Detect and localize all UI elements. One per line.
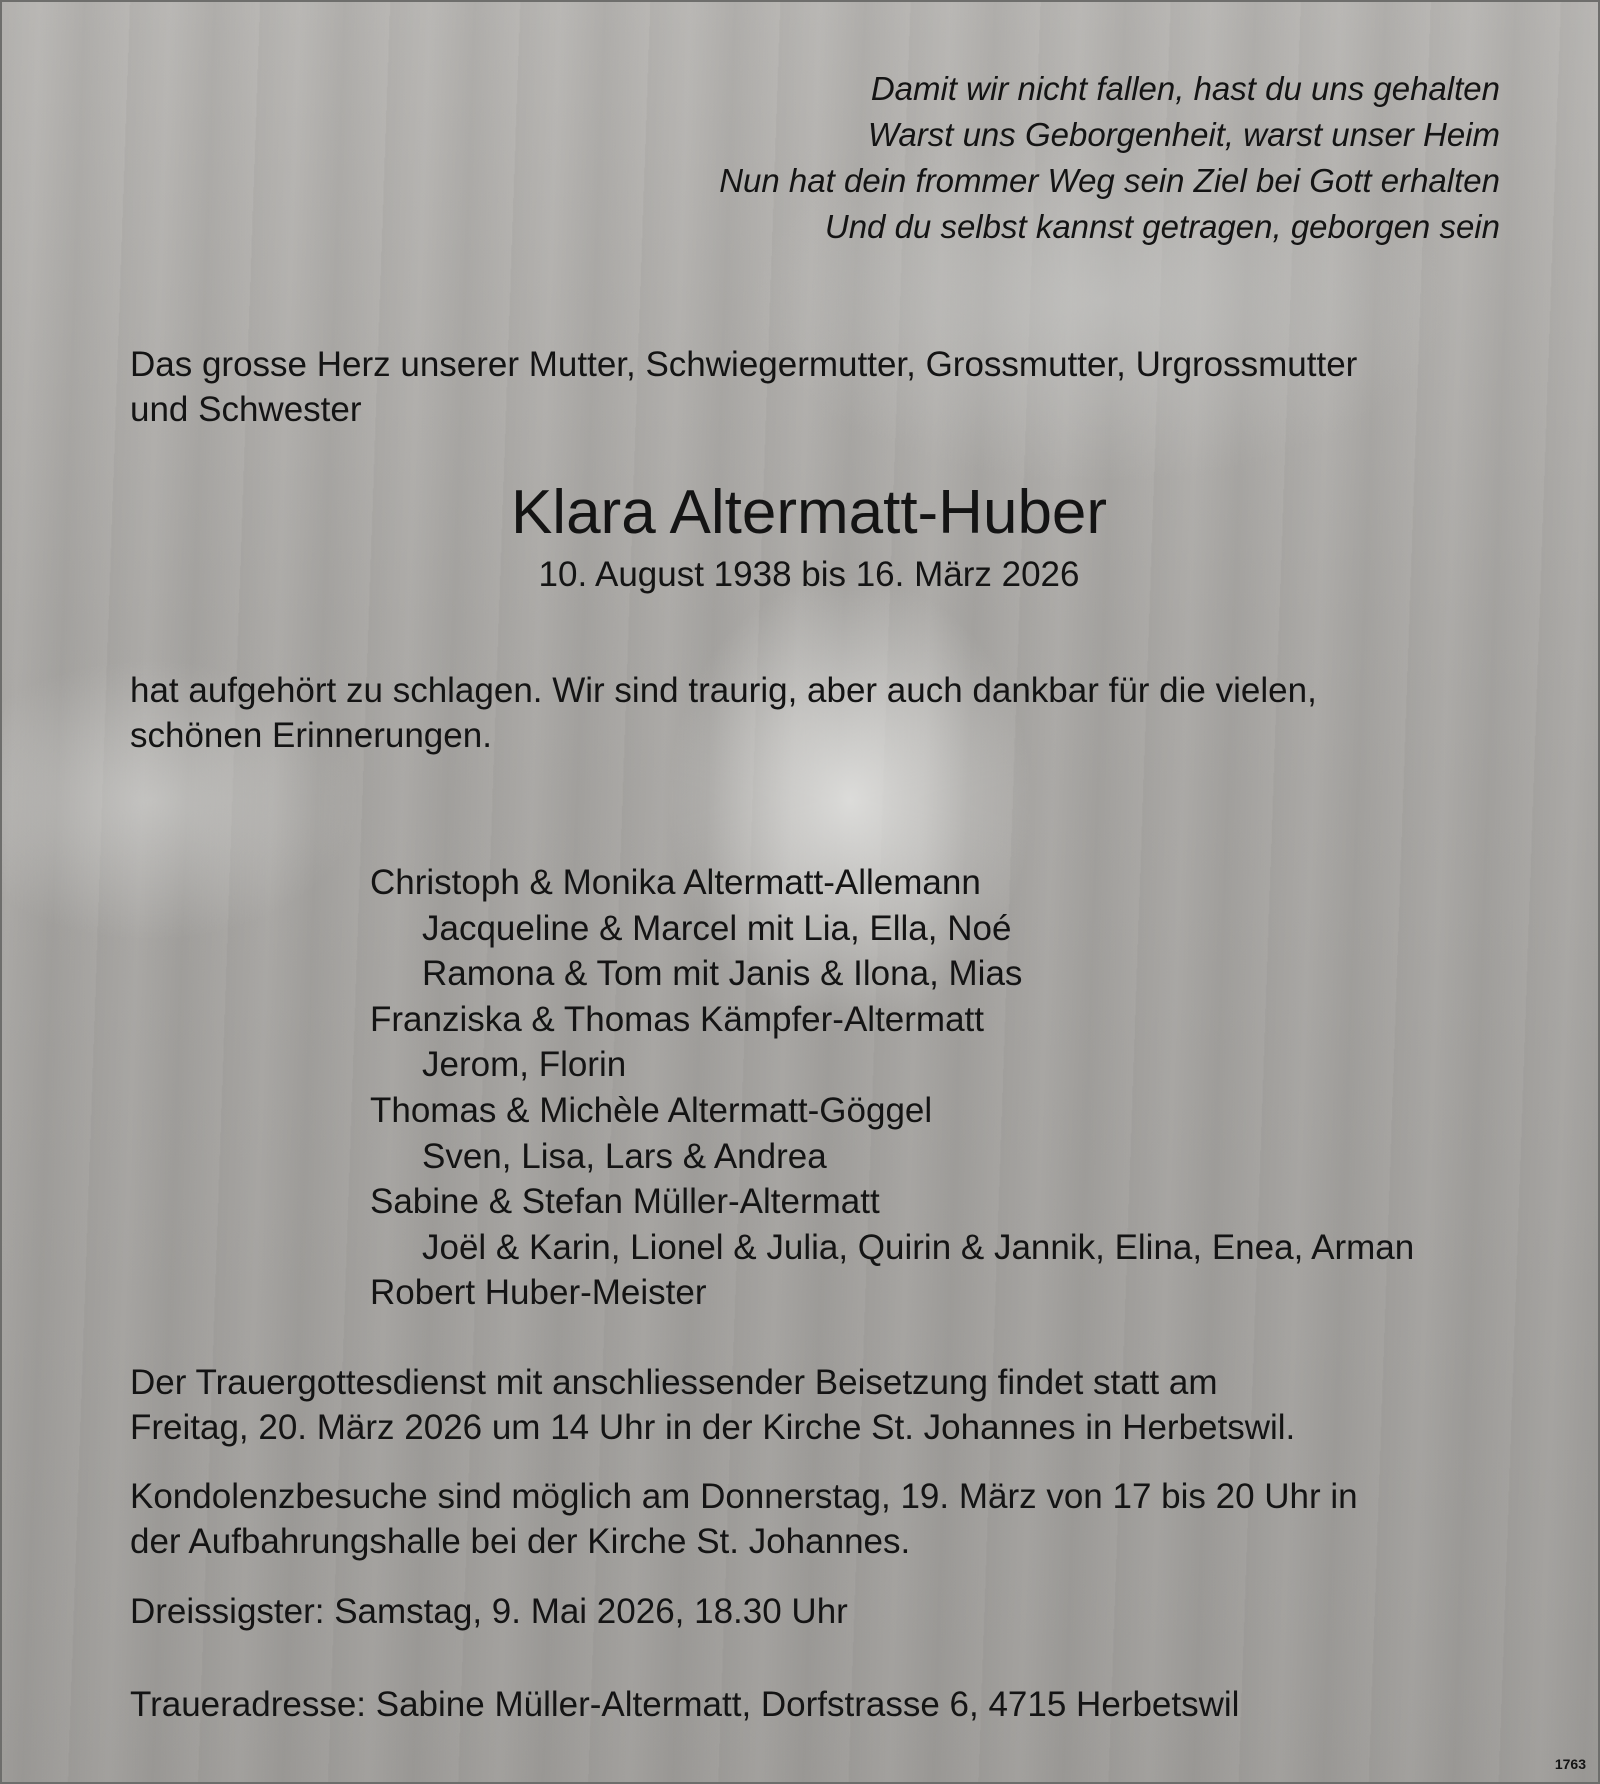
condolence-line: der Aufbahrungshalle bei der Kirche St. Johannes.	[130, 1522, 911, 1561]
poem-line: Warst uns Geborgenheit, warst unser Heim	[867, 116, 1500, 153]
funeral-line: Freitag, 20. März 2026 um 14 Uhr in der Kirche St. Johannes in Herbetswil.	[130, 1408, 1296, 1447]
life-dates: 10. August 1938 bis 16. März 2026	[538, 555, 1080, 594]
funeral-line: Der Trauergottesdienst mit anschliessender Beisetzung findet statt am	[130, 1363, 1218, 1402]
family-member: Jacqueline & Marcel mit Lia, Ella, Noé	[422, 908, 1012, 948]
ad-code: 1763	[1554, 1756, 1586, 1772]
family-list	[370, 860, 1414, 1316]
funeral-info	[130, 1360, 1530, 1450]
intro-line: Das grosse Herz unserer Mutter, Schwiegermutter, Grossmutter, Urgrossmutter	[130, 345, 1358, 384]
body-line: hat aufgehört zu schlagen. Wir sind traurig, aber auch dankbar für die vielen,	[130, 671, 1317, 710]
condolence-info	[130, 1474, 1530, 1564]
family-member: Thomas & Michèle Altermatt-Göggel	[370, 1090, 933, 1130]
intro-line: und Schwester	[130, 390, 362, 429]
family-member: Franziska & Thomas Kämpfer-Altermatt	[370, 999, 984, 1039]
body-text	[130, 668, 1510, 758]
family-member: Jerom, Florin	[422, 1045, 627, 1085]
body-line: schönen Erinnerungen.	[130, 716, 492, 755]
intro-text	[130, 342, 1510, 432]
poem-verse	[719, 66, 1500, 250]
deceased-name: Klara Altermatt-Huber	[510, 478, 1108, 547]
condolence-line: Kondolenzbesuche sind möglich am Donnerstag, 19. März von 17 bis 20 Uhr in	[130, 1477, 1358, 1516]
thirtieth-info: Dreissigster: Samstag, 9. Mai 2026, 18.30 Uhr	[130, 1592, 848, 1631]
poem-line: Und du selbst kannst getragen, geborgen sein	[824, 208, 1500, 245]
poem-line: Nun hat dein frommer Weg sein Ziel bei Gott erhalten	[719, 162, 1500, 199]
mourning-address: Traueradresse: Sabine Müller-Altermatt, Dorfstrasse 6, 4715 Herbetswil	[130, 1685, 1240, 1724]
poem-line: Damit wir nicht fallen, hast du uns gehalten	[870, 70, 1500, 107]
family-member: Christoph & Monika Altermatt-Allemann	[370, 863, 981, 902]
family-member: Sabine & Stefan Müller-Altermatt	[370, 1182, 880, 1222]
family-member: Joël & Karin, Lionel & Julia, Quirin & Jannik, Elina, Enea, Arman	[422, 1227, 1415, 1267]
family-member: Robert Huber-Meister	[370, 1273, 707, 1313]
family-member: Ramona & Tom mit Janis & Ilona, Mias	[422, 954, 1023, 994]
family-member: Sven, Lisa, Lars & Andrea	[422, 1136, 827, 1176]
